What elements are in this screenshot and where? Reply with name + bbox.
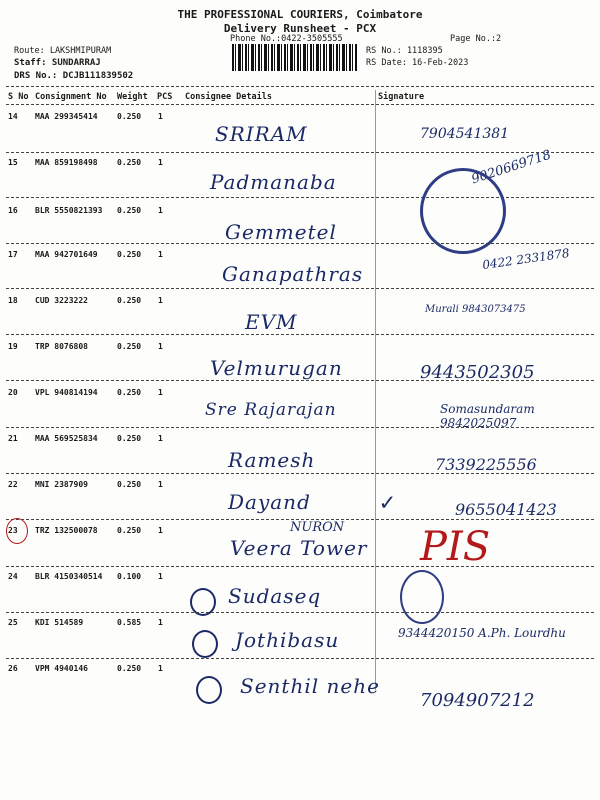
- consignment-no: VPL 940814194: [35, 388, 98, 397]
- sno: 25: [8, 618, 18, 627]
- weight: 0.250: [117, 434, 142, 443]
- signature-handwriting: 9655041423: [455, 500, 557, 519]
- consignee-handwriting: Sre Rajarajan: [205, 400, 337, 420]
- col-signature: Signature: [378, 92, 425, 102]
- consignee-handwriting: Dayand: [228, 490, 311, 514]
- col-sno: S No: [8, 92, 29, 102]
- consignment-no: MAA 569525834: [35, 434, 98, 443]
- row-divider: [6, 612, 594, 613]
- consignee-handwriting: Sudaseq: [228, 584, 322, 608]
- pcs: 1: [158, 158, 163, 167]
- weight: 0.250: [117, 250, 142, 259]
- company-name: THE PROFESSIONAL COURIERS, Coimbatore: [177, 8, 423, 21]
- consignment-no: MAA 942701649: [35, 250, 98, 259]
- column-header-divider: [6, 104, 594, 105]
- consignment-no: MAA 299345414: [35, 112, 98, 121]
- weight: 0.250: [117, 664, 142, 673]
- row-divider: [6, 288, 594, 289]
- consignee-handwriting: Ramesh: [228, 448, 316, 472]
- weight: 0.250: [117, 206, 142, 215]
- consignee-handwriting: Senthil nehe: [240, 674, 380, 698]
- staff: Staff: SUNDARRAJ: [14, 58, 101, 68]
- consignment-no: MAA 859198498: [35, 158, 98, 167]
- col-consignee: Consignee Details: [185, 92, 272, 102]
- page-number: Page No.:2: [450, 34, 502, 44]
- pcs: 1: [158, 618, 163, 627]
- consignment-no: TRZ 132500078: [35, 526, 98, 535]
- col-consignment: Consignment No: [35, 92, 107, 102]
- pcs: 1: [158, 664, 163, 673]
- route: Route: LAKSHMIPURAM: [14, 46, 112, 56]
- sno: 17: [8, 250, 18, 259]
- signature-handwriting: Murali 9843073475: [425, 304, 526, 315]
- company-stamp: [400, 570, 444, 624]
- document-title: Delivery Runsheet - PCX: [223, 22, 377, 35]
- consignee-handwriting: Ganapathras: [222, 262, 364, 286]
- pcs: 1: [158, 434, 163, 443]
- sno: 18: [8, 296, 18, 305]
- row-divider: [6, 658, 594, 659]
- sno: 21: [8, 434, 18, 443]
- pcs: 1: [158, 480, 163, 489]
- signature-column-divider: [375, 90, 376, 690]
- signature-handwriting: 9020669718: [469, 147, 554, 188]
- p-circle-mark: [192, 630, 218, 658]
- check-mark-icon: ✓: [380, 488, 395, 516]
- signature-handwriting: 9344420150 A.Ph. Lourdhu: [398, 626, 566, 640]
- pcs: 1: [158, 572, 163, 581]
- rs-number: RS No.: 1118395: [366, 46, 443, 56]
- signature-handwriting: 7339225556: [435, 455, 537, 474]
- consignment-no: BLR 4150340514: [35, 572, 103, 581]
- weight: 0.250: [117, 112, 142, 121]
- row-divider: [6, 197, 594, 198]
- header-divider: [6, 86, 594, 87]
- company-stamp: [420, 168, 506, 254]
- weight: 0.585: [117, 618, 142, 627]
- barcode: [232, 44, 357, 71]
- drs-number: DRS No.: DCJB111839502: [14, 71, 134, 81]
- sno: 24: [8, 572, 18, 581]
- sno: 19: [8, 342, 18, 351]
- sno: 14: [8, 112, 18, 121]
- consignee-handwriting: Jothibasu: [235, 628, 340, 652]
- sno: 16: [8, 206, 18, 215]
- pcs: 1: [158, 250, 163, 259]
- signature-handwriting: PIS: [420, 524, 491, 570]
- sno: 23: [8, 526, 18, 535]
- p-circle-mark: [196, 676, 222, 704]
- weight: 0.250: [117, 342, 142, 351]
- row-divider: [6, 566, 594, 567]
- pcs: 1: [158, 206, 163, 215]
- consignment-no: BLR 5550821393: [35, 206, 103, 215]
- consignment-no: CUD 3223222: [35, 296, 88, 305]
- consignment-no: VPM 4940146: [35, 664, 88, 673]
- consignee-handwriting: SRIRAM: [215, 122, 308, 146]
- consignment-no: TRP 8076808: [35, 342, 88, 351]
- weight: 0.250: [117, 526, 142, 535]
- row-divider: [6, 473, 594, 474]
- signature-handwriting: 9443502305: [420, 362, 535, 383]
- signature-handwriting: 7094907212: [420, 690, 535, 711]
- row-divider: [6, 427, 594, 428]
- row-divider: [6, 243, 594, 244]
- col-pcs: PCS: [157, 92, 173, 102]
- weight: 0.250: [117, 158, 142, 167]
- pcs: 1: [158, 112, 163, 121]
- consignee-handwriting: Veera Tower: [230, 536, 368, 560]
- sno: 15: [8, 158, 18, 167]
- consignee-handwriting: Gemmetel: [225, 220, 337, 244]
- sno: 22: [8, 480, 18, 489]
- row-divider: [6, 380, 594, 381]
- pcs: 1: [158, 388, 163, 397]
- weight: 0.250: [117, 388, 142, 397]
- signature-handwriting: Somasundaram 9842025097: [440, 402, 535, 430]
- weight: 0.250: [117, 296, 142, 305]
- pcs: 1: [158, 526, 163, 535]
- sno: 26: [8, 664, 18, 673]
- signature-handwriting: 7904541381: [420, 126, 510, 142]
- consignee-handwriting: EVM: [245, 310, 298, 334]
- consignment-no: MNI 2387909: [35, 480, 88, 489]
- consignee-handwriting: Padmanaba: [210, 170, 337, 194]
- pcs: 1: [158, 296, 163, 305]
- sno: 20: [8, 388, 18, 397]
- consignment-no: KDI 514589: [35, 618, 84, 627]
- row-divider: [6, 152, 594, 153]
- consignee-note: NURON: [290, 520, 345, 535]
- consignee-handwriting: Velmurugan: [210, 356, 343, 380]
- col-weight: Weight: [117, 92, 148, 102]
- pcs: 1: [158, 342, 163, 351]
- rs-date: RS Date: 16-Feb-2023: [366, 58, 469, 68]
- weight: 0.100: [117, 572, 142, 581]
- row-divider: [6, 334, 594, 335]
- phone-number: Phone No.:0422-3505555: [230, 34, 343, 44]
- weight: 0.250: [117, 480, 142, 489]
- signature-handwriting: 0422 2331878: [481, 245, 571, 273]
